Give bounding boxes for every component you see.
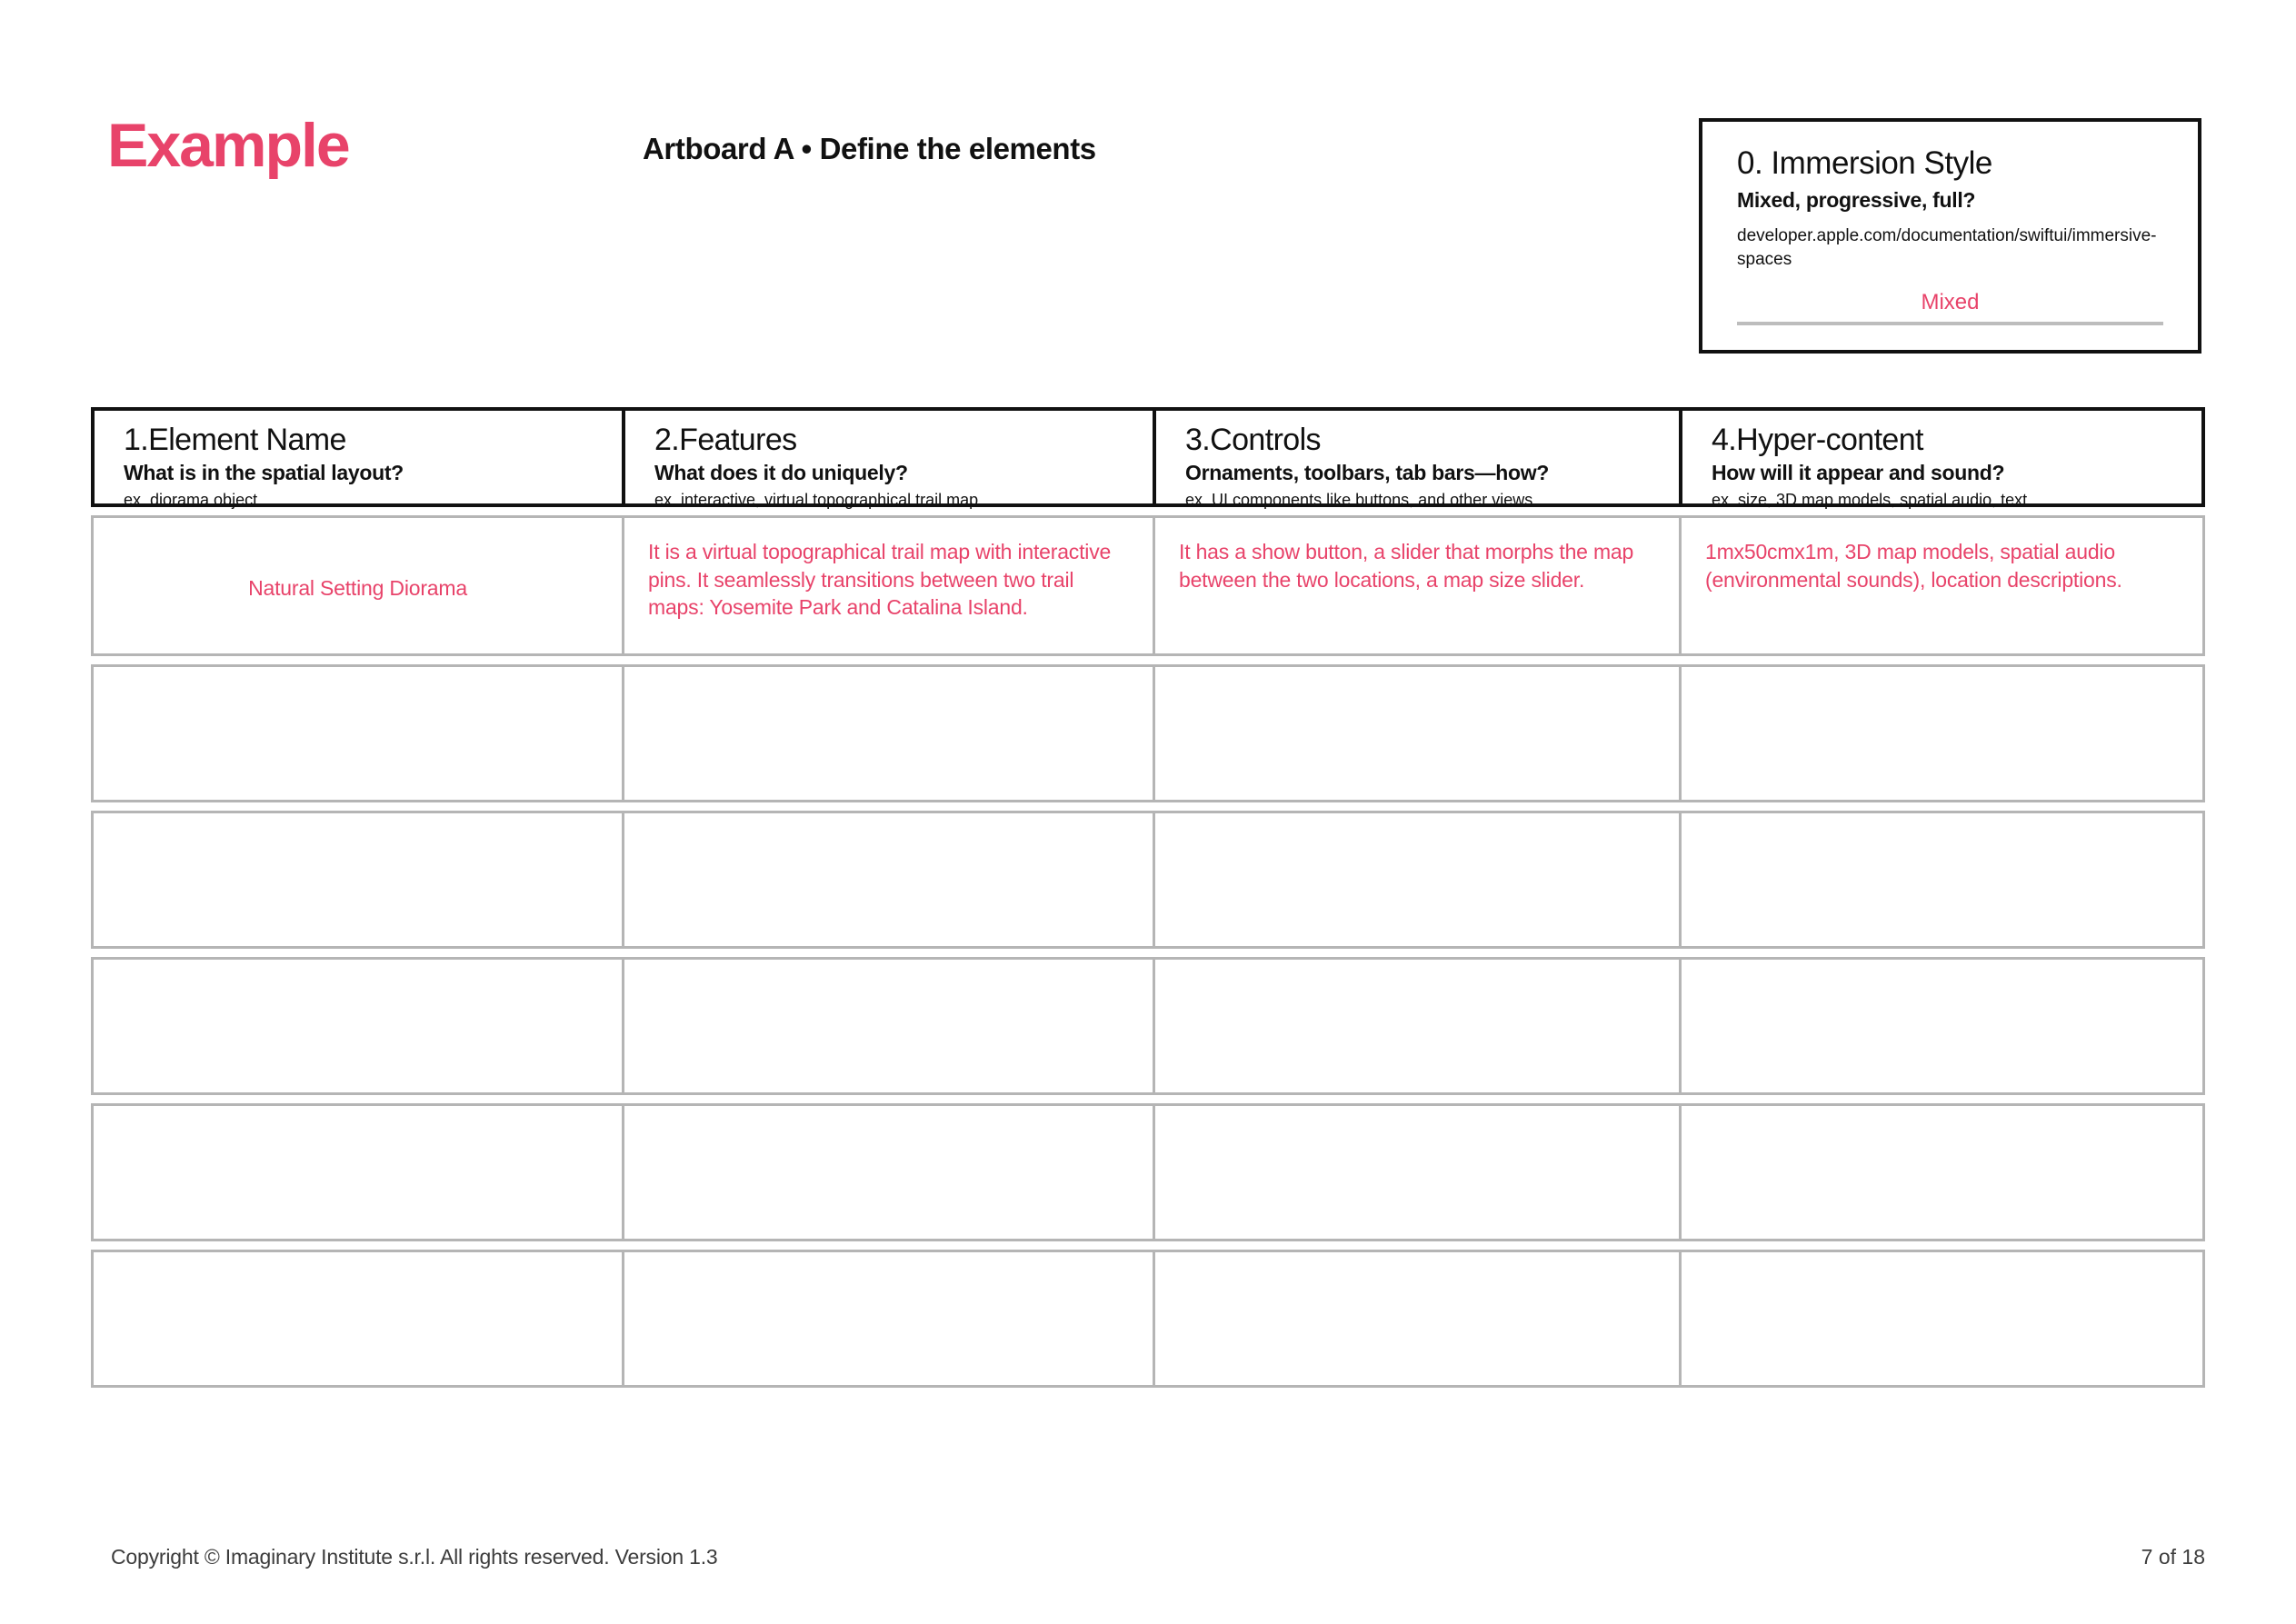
cell-hyper-content[interactable] [1682,813,2208,946]
table-header-controls [1156,411,1682,510]
cell-value: Natural Setting Diorama [248,576,467,600]
copyright-text: Copyright © Imaginary Institute s.r.l. All rights reserved. Version 1.3 [111,1545,718,1569]
cell-features[interactable] [624,667,1155,800]
cell-hyper-content[interactable] [1682,960,2208,1092]
cell-value: It is a virtual topographical trail map with interactive pins. It seamlessly transitions between two trail maps: Yosemite Park and Catalina Island. [648,540,1112,620]
column-title: 3.Controls [1185,423,1321,457]
cell-element-name[interactable] [94,518,624,653]
column-example: ex. diorama object [124,491,258,510]
cell-controls[interactable] [1155,667,1682,800]
cell-controls[interactable] [1155,1106,1682,1239]
immersion-style-question: Mixed, progressive, full? [1737,188,1976,213]
cell-value: It has a show button, a slider that morphs the map between the two locations, a map size slider. [1179,540,1634,592]
cell-element-name[interactable] [94,667,624,800]
column-question: How will it appear and sound? [1712,461,2005,485]
column-question: What does it do uniquely? [654,461,908,485]
page-number: 7 of 18 [2141,1545,2205,1569]
table-header-hyper-content [1682,411,2209,510]
table-header-element-name [95,411,625,510]
immersion-style-url: developer.apple.com/documentation/swiftui/immersive-spaces [1737,226,2157,269]
table-row [91,811,2205,949]
elements-table [91,407,2205,1388]
cell-value [117,980,598,1016]
cell-controls[interactable] [1155,960,1682,1092]
table-header-row [91,407,2205,510]
cell-controls[interactable] [1155,813,1682,946]
cell-element-name[interactable] [94,1106,624,1239]
cell-controls[interactable] [1155,518,1682,653]
immersion-answer-underline [1737,322,2163,325]
table-row [91,515,2205,656]
cell-features[interactable] [624,1252,1155,1385]
immersion-style-answer-field[interactable] [1737,290,2163,325]
page-title: Example [107,111,349,180]
table-row [91,1103,2205,1241]
table-row [91,664,2205,802]
cell-hyper-content[interactable] [1682,518,2208,653]
immersion-style-answer: Mixed [1921,289,1980,314]
table-row [91,957,2205,1095]
cell-value [117,1126,598,1162]
cell-features[interactable] [624,518,1155,653]
cell-features[interactable] [624,960,1155,1092]
cell-features[interactable] [624,1106,1155,1239]
immersion-style-title: 0. Immersion Style [1737,145,1992,181]
cell-hyper-content[interactable] [1682,1252,2208,1385]
column-example: ex. size, 3D map models, spatial audio, text [1712,491,2028,510]
table-row [91,1250,2205,1388]
column-question: What is in the spatial layout? [124,461,404,485]
cell-value [117,687,598,723]
column-example: ex. interactive, virtual topographical trail map [654,491,979,510]
column-question: Ornaments, toolbars, tab bars—how? [1185,461,1550,485]
cell-hyper-content[interactable] [1682,667,2208,800]
artboard-subtitle: Artboard A • Define the elements [643,132,1096,165]
column-title: 4.Hyper-content [1712,423,1923,457]
cell-element-name[interactable] [94,1252,624,1385]
immersion-style-card [1699,118,2201,354]
cell-value [117,833,598,870]
table-header-features [625,411,1156,510]
cell-features[interactable] [624,813,1155,946]
cell-controls[interactable] [1155,1252,1682,1385]
column-title: 1.Element Name [124,423,346,457]
page-footer [0,1545,2296,1581]
cell-value: 1mx50cmx1m, 3D map models, spatial audio (environmental sounds), location descriptions. [1705,540,2122,592]
cell-hyper-content[interactable] [1682,1106,2208,1239]
cell-element-name[interactable] [94,960,624,1092]
cell-value [117,1272,598,1309]
column-example: ex. UI components like buttons, and other views. [1185,491,1538,510]
column-title: 2.Features [654,423,797,457]
cell-element-name[interactable] [94,813,624,946]
